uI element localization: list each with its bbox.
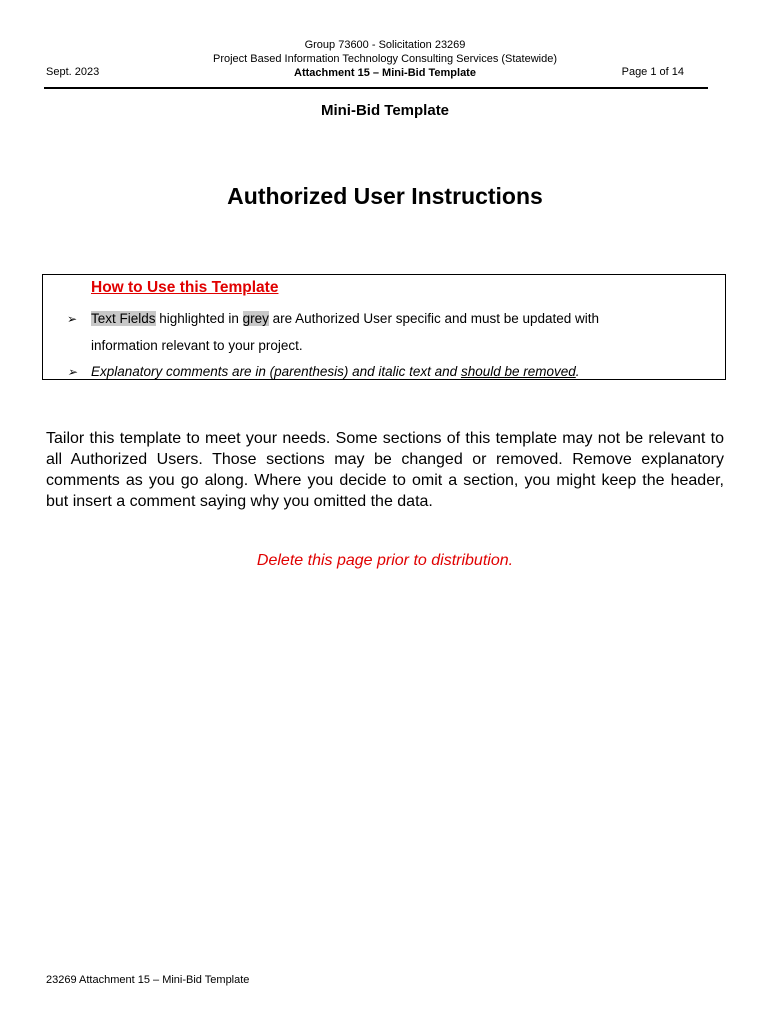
item-text: highlighted in: [155, 311, 243, 326]
header-group-line: Group 73600 - Solicitation 23269: [304, 39, 466, 51]
how-to-item-continuation: information relevant to your project.: [91, 338, 303, 353]
delete-note: Delete this page prior to distribution.: [256, 552, 514, 569]
how-to-item-explanatory: [67, 358, 580, 386]
how-to-item-text-fields: [67, 305, 599, 333]
arrow-bullet-icon: ➢: [67, 312, 78, 326]
header-attachment-line: Attachment 15 – Mini-Bid Template: [294, 67, 476, 79]
header-center: [120, 38, 650, 80]
header-page-number: Page 1 of 14: [621, 66, 684, 78]
header-date: Sept. 2023: [46, 66, 100, 78]
document-subtitle: Mini-Bid Template: [320, 102, 450, 119]
header-project-line: Project Based Information Technology Consulting Services (Statewide): [212, 53, 558, 65]
item-text: Explanatory comments are in (parenthesis) and italic text and: [91, 364, 461, 379]
arrow-bullet-icon: ➢: [67, 365, 78, 379]
body-paragraph: Tailor this template to meet your needs. Some sections of this template may not be relevant to all Authorized Users. Those sections may be changed or removed. Remove explanatory comments as you go along. Where you decide to omit a section, you might keep the header, but insert a comment saying why you omitted the data.: [46, 430, 724, 510]
item-text: .: [575, 364, 580, 379]
page-footer: 23269 Attachment 15 – Mini-Bid Template: [46, 974, 250, 986]
how-to-heading: How to Use this Template: [91, 279, 279, 296]
page-title: Authorized User Instructions: [227, 183, 543, 209]
underlined-should-be-removed: should be removed: [460, 364, 576, 379]
header-divider: [44, 87, 708, 89]
item-text: are Authorized User specific and must be updated with: [268, 311, 600, 326]
highlighted-text-fields: Text Fields: [91, 311, 156, 326]
highlighted-grey: grey: [242, 311, 269, 326]
how-to-box: [42, 274, 726, 380]
